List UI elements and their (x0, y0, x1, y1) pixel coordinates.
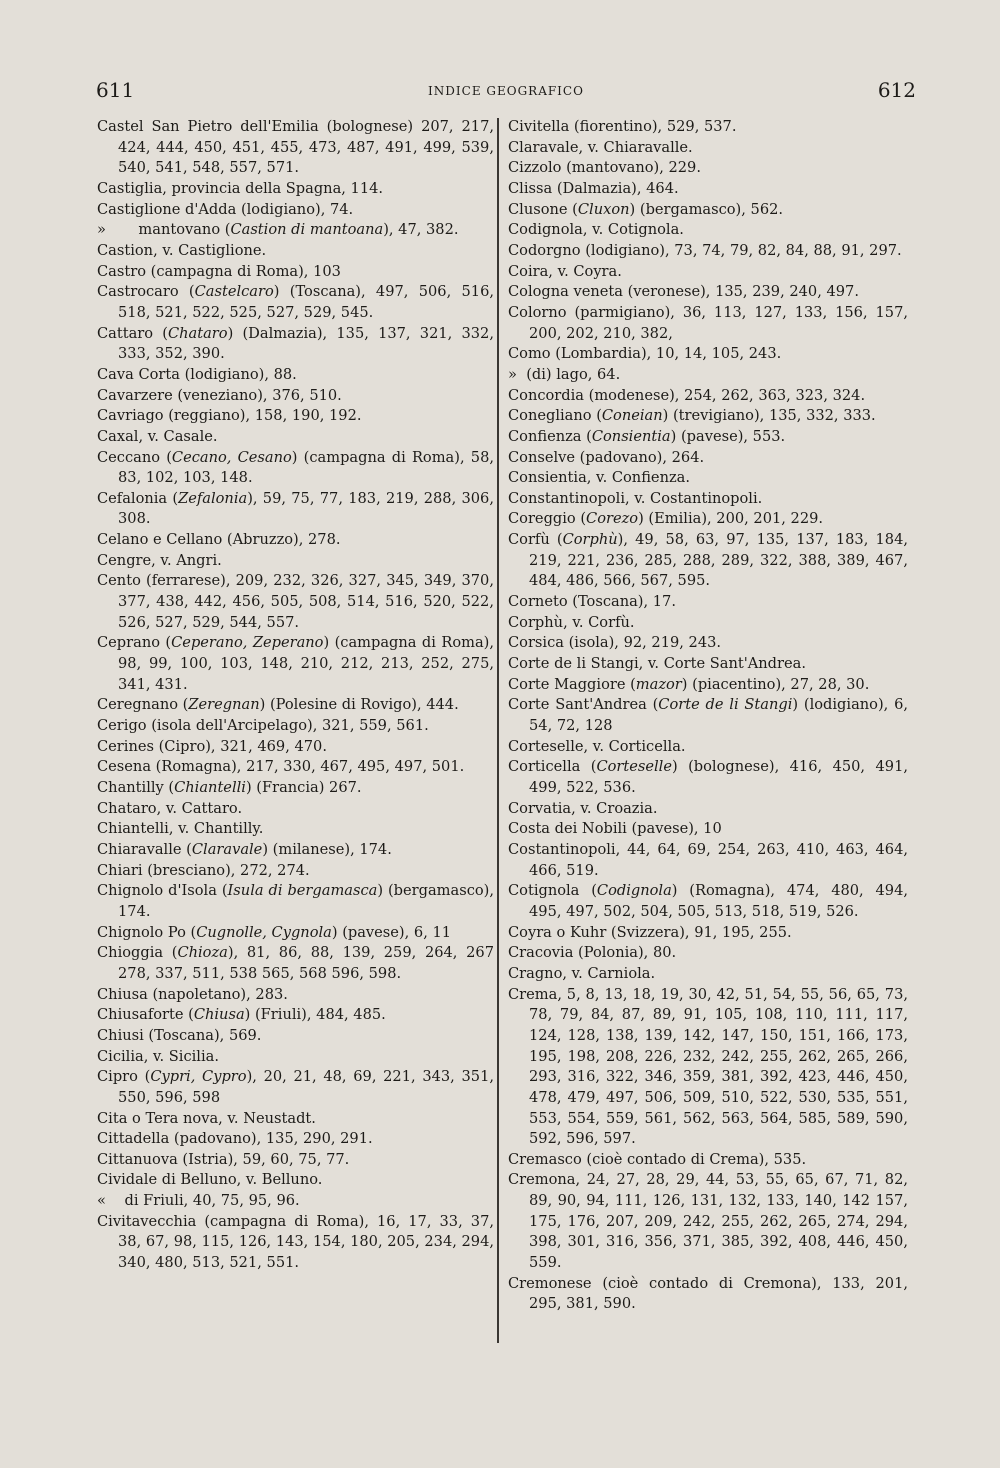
entry-text: Ceccano ( (97, 448, 172, 466)
index-entry (97, 923, 494, 944)
entry-text: ), 81, 86, 88, 139, 259, 264, 267 278, 337, 511, 538 565, 568 596, 598. (118, 944, 494, 982)
entry-variant-name: Consientia (591, 427, 671, 445)
entry-variant-name: Castelcaro (194, 283, 274, 301)
entry-text: Castion, v. Castiglione. (97, 241, 267, 259)
entry-text: Cremonese (cioè contado di Cremona), 133, 201, 295, 381, 590. (508, 1274, 908, 1313)
index-entry (97, 840, 494, 861)
index-entry (508, 695, 908, 736)
index-entry (97, 1129, 494, 1150)
index-entry (508, 613, 908, 634)
page-header (96, 78, 916, 104)
index-entry (508, 220, 908, 241)
entry-text: Cracovia (Polonia), 80. (508, 944, 677, 962)
index-entry (97, 489, 494, 530)
entry-text: Crema, 5, 8, 13, 18, 19, 30, 42, 51, 54, 55, 56, 65, 73, 78, 79, 84, 87, 89, 91, 105, 108, 110, 111, 117, 124, 128, 138, 139, 142, 147, 150, 151, 166, 173, 195, 198, 208, 226, 232, 242, 255, 262, 265, 266, 293, 316, 322, 346, 359, 381, 392, 423, 446, 450, 478, 479, 497, 506, 509, 510, 522, 530, 535, 551, 553, 554, 559, 561, 562, 563, 564, 585, 589, 590, 592, 596, 597. (508, 985, 908, 1148)
index-entry (508, 241, 908, 262)
entry-text: Corticella ( (508, 758, 597, 776)
entry-variant-name: Cypri, Cypro (150, 1068, 247, 1086)
entry-text: Corvatia, v. Croazia. (508, 799, 658, 817)
entry-text: Codignola, v. Cotignola. (508, 221, 684, 239)
index-entry (97, 571, 494, 633)
entry-variant-name: Corphù (562, 531, 618, 549)
index-entry (97, 241, 494, 262)
index-entry (508, 799, 908, 820)
index-entry (97, 179, 494, 200)
entry-text: Cerigo (isola dell'Arcipelago), 321, 559, 561. (97, 717, 429, 735)
entry-text: Coreggio ( (508, 510, 587, 528)
entry-text: ), 49, 58, 63, 97, 135, 137, 183, 184, 219, 221, 236, 285, 288, 289, 322, 388, 389, 467, 484, 486, 566, 567, 595. (529, 531, 908, 590)
entry-text: Cologna veneta (veronese), 135, 239, 240, 497. (508, 283, 859, 301)
entry-text: Castro (campagna di Roma), 103 (97, 262, 341, 280)
index-entry (97, 1067, 494, 1108)
entry-variant-name: Codignola (596, 882, 672, 900)
index-entry (508, 985, 908, 1150)
index-entry (508, 757, 908, 798)
entry-text: Cotignola ( (508, 882, 597, 900)
index-entry (97, 406, 494, 427)
entry-variant-name: Chiusa (193, 1006, 245, 1024)
entry-text: Chiusi (Toscana), 569. (97, 1026, 262, 1044)
entry-text: ) (Dalmazia), 135, 137, 321, 332, 333, 352, 390. (118, 324, 494, 363)
entry-text: Cento (ferrarese), 209, 232, 326, 327, 345, 349, 370, 377, 438, 442, 456, 505, 508, 514, 516, 520, 522, 526, 527, 529, 544, 557. (97, 572, 494, 631)
index-entry (97, 799, 494, 820)
index-entry (97, 386, 494, 407)
entry-text: Corneto (Toscana), 17. (508, 593, 676, 611)
entry-text: Chignolo d'Isola ( (97, 882, 228, 900)
entry-variant-name: Zeregnan (188, 696, 260, 714)
entry-variant-name: Chioza (177, 944, 228, 962)
entry-variant-name: Corteselle (596, 758, 672, 776)
entry-text: Castel San Pietro dell'Emilia (bolognese) 207, 217, 424, 444, 450, 451, 455, 473, 487, 491, 499, 539, 540, 541, 548, 557, 571. (97, 118, 494, 177)
entry-text: ) (lodigiano), 6, 54, 72, 128 (529, 696, 909, 735)
entry-text: Corteselle, v. Corticella. (508, 737, 686, 755)
entry-text: ), 47, 382. (383, 221, 459, 239)
index-entry (97, 778, 494, 799)
index-entry (508, 386, 908, 407)
entry-text: Civitavecchia (campagna di Roma), 16, 17, 33, 37, 38, 67, 98, 115, 126, 143, 154, 180, 205, 234, 294, 340, 480, 513, 521, 551. (97, 1212, 494, 1272)
entry-text: Como (Lombardia), 10, 14, 105, 243. (508, 345, 782, 363)
index-entry (508, 303, 908, 344)
index-entry (97, 819, 494, 840)
entry-text: ) (campagna di Roma), 98, 99, 100, 103, 148, 210, 212, 213, 252, 275, 341, 431. (118, 634, 495, 693)
entry-text: ), 59, 75, 77, 183, 219, 288, 306, 308. (118, 489, 494, 528)
index-entry (508, 592, 908, 613)
entry-text: ) (Romagna), 474, 480, 494, 495, 497, 502, 504, 505, 513, 518, 519, 526. (529, 882, 909, 920)
index-entry (508, 117, 908, 138)
entry-text: Claravale, v. Chiaravalle. (508, 138, 693, 156)
index-entry (97, 633, 494, 695)
entry-text: Chantilly ( (97, 779, 175, 796)
entry-variant-name: Chataro (167, 324, 228, 342)
index-entry (508, 179, 908, 200)
index-entry (97, 365, 494, 386)
index-entry (97, 1005, 494, 1026)
index-entry (508, 633, 908, 654)
entry-variant-name: Coneian (601, 407, 663, 425)
index-entry (97, 324, 494, 365)
index-entry (97, 282, 494, 323)
index-entry (97, 1150, 494, 1171)
index-entry (508, 468, 908, 489)
entry-text: Ceregnano ( (97, 696, 189, 714)
entry-variant-name: Isula di bergamasca (227, 882, 378, 900)
entry-text: Corsica (isola), 92, 219, 243. (508, 634, 722, 652)
running-title: INDICE GEOGRAFICO (428, 84, 584, 98)
index-entry (97, 220, 494, 241)
entry-text: Celano e Cellano (Abruzzo), 278. (97, 531, 341, 549)
entry-text: Cava Corta (lodigiano), 88. (97, 365, 297, 383)
entry-text: ) (pavese), 553. (670, 427, 786, 445)
entry-text: Concordia (modenese), 254, 262, 363, 323, 324. (508, 386, 866, 404)
entry-text: Cattaro ( (97, 324, 168, 342)
entry-text: Corphù, v. Corfù. (508, 613, 635, 631)
entry-text: Castiglione d'Adda (lodigiano), 74. (97, 200, 354, 218)
entry-variant-name: Corezo (586, 510, 639, 528)
entry-text: » (di) lago, 64. (508, 365, 621, 383)
index-entry (97, 757, 494, 778)
entry-text: Cengre, v. Angri. (97, 551, 222, 569)
index-entry (97, 1109, 494, 1130)
entry-text: Chiari (bresciano), 272, 274. (97, 861, 310, 879)
entry-text: « di Friuli, 40, 75, 95, 96. (97, 1192, 300, 1210)
entry-text: ) (Emilia), 200, 201, 229. (638, 510, 824, 528)
entry-variant-name: Claravale (191, 840, 263, 858)
index-entry (508, 282, 908, 303)
index-column-right (508, 117, 908, 1315)
entry-variant-name: Castion di mantoana (230, 221, 384, 239)
entry-text: Constantinopoli, v. Costantinopoli. (508, 489, 763, 507)
left-page-number: 611 (96, 78, 135, 102)
entry-text: Cicilia, v. Sicilia. (97, 1047, 219, 1065)
entry-text: Coyra o Kuhr (Svizzera), 91, 195, 255. (508, 923, 792, 941)
entry-text: Cita o Tera nova, v. Neustadt. (97, 1109, 316, 1127)
entry-text: Cavarzere (veneziano), 376, 510. (97, 386, 342, 404)
entry-text: Cragno, v. Carniola. (508, 964, 656, 982)
index-entry (97, 985, 494, 1006)
entry-text: ) (bergamasco), 562. (629, 200, 784, 218)
entry-text: Cremona, 24, 27, 28, 29, 44, 53, 55, 65, 67, 71, 82, 89, 90, 94, 111, 126, 131, 132, 133, 140, 142 157, 175, 176, 207, 209, 242, 255, 262, 265, 274, 294, 398, 301, 316, 356, 371, 385, 392, 408, 446, 450, 559. (508, 1171, 908, 1272)
index-entry (508, 365, 908, 386)
entry-text: Corte de li Stangi, v. Corte Sant'Andrea. (508, 655, 806, 673)
index-entry (97, 117, 494, 179)
index-entry (508, 654, 908, 675)
entry-text: Chiusa (napoletano), 283. (97, 985, 288, 1003)
entry-text: Cefalonia ( (97, 489, 179, 507)
entry-text: Cavriago (reggiano), 158, 190, 192. (97, 407, 362, 425)
entry-text: Costa dei Nobili (pavese), 10 (508, 820, 722, 838)
index-entry (508, 262, 908, 283)
entry-text: ) (campagna di Roma), 58, 83, 102, 103, 148. (118, 448, 494, 487)
index-entry (97, 881, 494, 922)
entry-text: Civitella (fiorentino), 529, 537. (508, 118, 737, 135)
entry-text: Chiaravalle ( (97, 840, 192, 858)
index-entry (97, 530, 494, 551)
entry-text: Colorno (parmigiano), 36, 113, 127, 133, 156, 157, 200, 202, 210, 382, (508, 303, 908, 342)
index-entry (97, 861, 494, 882)
index-entry (97, 1026, 494, 1047)
entry-text: ) (bergamasco), 174. (118, 882, 494, 920)
entry-text: Clusone ( (508, 200, 578, 218)
entry-text: Costantinopoli, 44, 64, 69, 254, 263, 410, 463, 464, 466, 519. (508, 840, 908, 879)
entry-variant-name: Cecano, Cesano (171, 448, 292, 466)
index-entry (97, 427, 494, 448)
index-entry (97, 943, 494, 984)
entry-text: Castrocaro ( (97, 283, 195, 301)
entry-text: Clissa (Dalmazia), 464. (508, 179, 679, 197)
index-entry (508, 675, 908, 696)
index-entry (508, 923, 908, 944)
entry-text: ) (bolognese), 416, 450, 491, 499, 522, 536. (529, 758, 908, 796)
entry-text: Castiglia, provincia della Spagna, 114. (97, 179, 384, 197)
index-entry (508, 427, 908, 448)
entry-text: Confienza ( (508, 427, 592, 445)
entry-text: Chignolo Po ( (97, 923, 197, 941)
entry-text: ) (Francia) 267. (245, 779, 362, 796)
index-entry (97, 1047, 494, 1068)
index-entry (508, 819, 908, 840)
entry-text: Consientia, v. Confienza. (508, 469, 690, 487)
index-entry (97, 1170, 494, 1191)
index-entry (97, 1191, 494, 1212)
index-entry (97, 716, 494, 737)
entry-text: Corfù ( (508, 531, 563, 549)
entry-text: ) (piacentino), 27, 28, 30. (681, 675, 870, 693)
index-entry (508, 964, 908, 985)
entry-text: ) (Friuli), 484, 485. (244, 1006, 386, 1024)
entry-text: Cesena (Romagna), 217, 330, 467, 495, 497, 501. (97, 758, 465, 776)
index-entry (508, 881, 908, 922)
entry-text: Coira, v. Coyra. (508, 262, 622, 280)
entry-variant-name: Ceperano, Zeperano (171, 634, 324, 652)
index-entry (97, 1212, 494, 1274)
index-entry (508, 138, 908, 159)
index-entry (97, 448, 494, 489)
entry-text: Cividale di Belluno, v. Belluno. (97, 1171, 323, 1189)
entry-text: Cittadella (padovano), 135, 290, 291. (97, 1130, 373, 1148)
entry-text: ) (trevigiano), 135, 332, 333. (662, 407, 876, 425)
entry-text: Corte Maggiore ( (508, 675, 636, 693)
entry-variant-name: mazor (635, 675, 682, 693)
column-divider (497, 118, 499, 1343)
index-entry (508, 344, 908, 365)
index-column-left (97, 117, 494, 1274)
entry-text: Chioggia ( (97, 944, 178, 962)
entry-variant-name: Chiantelli (174, 779, 246, 796)
right-page-number: 612 (877, 78, 916, 102)
index-entry (508, 840, 908, 881)
index-entry (508, 1170, 908, 1273)
entry-text: Cremasco (cioè contado di Crema), 535. (508, 1150, 807, 1168)
entry-text: Cipro ( (97, 1068, 151, 1086)
index-entry (97, 737, 494, 758)
index-entry (97, 695, 494, 716)
entry-text: Cerines (Cipro), 321, 469, 470. (97, 737, 327, 755)
index-entry (508, 530, 908, 592)
entry-text: Chataro, v. Cattaro. (97, 799, 243, 817)
entry-text: ) (pavese), 6, 11 (331, 923, 452, 941)
entry-text: » mantovano ( (97, 221, 231, 239)
entry-text: ) (Toscana), 497, 506, 516, 518, 521, 522, 525, 527, 529, 545. (118, 283, 495, 321)
entry-text: Ceprano ( (97, 634, 172, 652)
entry-variant-name: Cugnolle, Cygnola (196, 923, 332, 941)
index-entry (97, 262, 494, 283)
index-entry (508, 489, 908, 510)
entry-text: Conegliano ( (508, 407, 602, 425)
entry-text: ) (milanese), 174. (262, 840, 392, 858)
entry-text: Corte Sant'Andrea ( (508, 696, 659, 714)
index-entry (97, 200, 494, 221)
entry-text: ) (Polesine di Rovigo), 444. (259, 696, 459, 714)
entry-text: Cizzolo (mantovano), 229. (508, 159, 701, 177)
index-entry (508, 509, 908, 530)
entry-text: ), 20, 21, 48, 69, 221, 343, 351, 550, 596, 598 (118, 1068, 494, 1106)
entry-text: Conselve (padovano), 264. (508, 448, 705, 466)
entry-text: Chiantelli, v. Chantilly. (97, 820, 264, 838)
index-entry (508, 737, 908, 758)
index-entry (508, 448, 908, 469)
index-entry (508, 158, 908, 179)
entry-text: Chiusaforte ( (97, 1006, 194, 1024)
index-entry (508, 1150, 908, 1171)
index-entry (508, 200, 908, 221)
entry-text: Codorgno (lodigiano), 73, 74, 79, 82, 84, 88, 91, 297. (508, 241, 902, 259)
index-entry (97, 551, 494, 572)
entry-text: Caxal, v. Casale. (97, 427, 218, 445)
entry-variant-name: Cluxon (577, 200, 630, 218)
entry-text: Cittanuova (Istria), 59, 60, 75, 77. (97, 1150, 350, 1168)
index-entry (508, 406, 908, 427)
entry-variant-name: Zefalonia (178, 489, 248, 507)
entry-variant-name: Corte de li Stangi (658, 696, 793, 714)
index-entry (508, 1274, 908, 1315)
index-entry (508, 943, 908, 964)
